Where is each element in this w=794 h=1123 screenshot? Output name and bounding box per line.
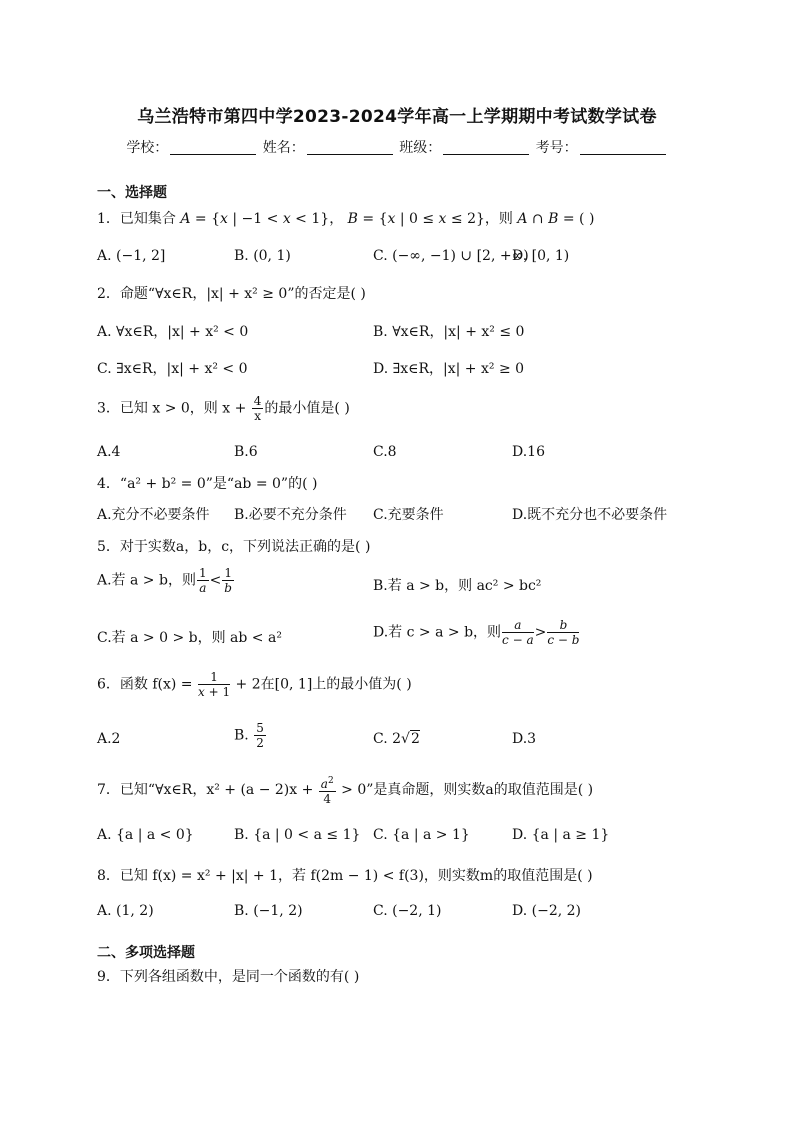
q2-option-c: C. ∃x∈R，|x| + x² < 0 [97,361,248,377]
q8-option-b: B. (−1, 2) [234,903,303,919]
q7-option-c: C. {a | a > 1} [373,827,470,843]
q1-option-d: D. [0, 1) [512,248,570,264]
q3-fraction: $\frac{4}{x}$ [253,394,262,423]
q8-option-c: C. (−2, 1) [373,903,442,919]
q8-option-d: D. (−2, 2) [512,903,581,919]
q5-option-c: C.若 a > 0 > b，则 ab < a² [97,630,282,646]
class-blank [443,140,529,155]
q4-option-c: C.充要条件 [373,507,444,523]
section-multiple-choice: 二、多项选择题 [97,945,195,961]
name-blank [307,140,393,155]
section-single-choice: 一、选择题 [97,185,167,201]
number-label: 考号： [535,140,578,156]
question-1: 1．已知集合 A = {x | −1 < x < 1}， B = {x | 0 ≤ x ≤ 2}，则 A ∩ B = ( ) [97,211,595,227]
name-label: 姓名： [262,140,305,156]
question-9: 9．下列各组函数中，是同一个函数的有( ) [97,969,360,985]
q4-option-b: B.必要不充分条件 [234,507,347,523]
question-2: 2．命题“∀x∈R，|x| + x² ≥ 0”的否定是( ) [97,286,366,302]
school-label: 学校： [126,140,169,156]
q1-option-c: C. (−∞, −1) ∪ [2, +∞) [373,248,529,264]
q3-option-c: C.8 [373,444,397,460]
q6-option-d: D.3 [512,731,537,747]
q6-option-b: B. $\frac{5}{2}$ [234,721,264,750]
q5-option-b: B.若 a > b，则 ac² > bc² [373,578,542,594]
question-5: 5．对于实数a，b，c，下列说法正确的是( ) [97,539,371,555]
class-label: 班级： [399,140,442,156]
school-blank [170,140,256,155]
question-4: 4．“a² + b² = 0”是“ab = 0”的( ) [97,476,318,492]
q6-option-c: C. 2√2 [373,731,420,747]
q1-option-a: A. (−1, 2] [97,248,166,264]
q4-option-a: A.充分不必要条件 [97,507,210,523]
question-3: 3．已知 x > 0，则 x + $\frac{4}{x}$ 的最小值是( ) [97,394,350,423]
q3-option-d: D.16 [512,444,545,460]
question-7: 7．已知“∀x∈R，x² + (a − 2)x + $\frac{a^2}{4}$ > 0”是真命题，则实数a的取值范围是( ) [97,776,594,806]
q8-option-a: A. (1, 2) [97,903,154,919]
q5-option-d: D.若 c > a > b，则 $\frac{a}{c - a}$ > $\frac{b}{c - b}$ [373,618,580,647]
q7-option-a: A. {a | a < 0} [97,827,194,843]
q3-option-a: A.4 [97,444,121,460]
q4-option-d: D.既不充分也不必要条件 [512,507,668,523]
student-info-line [0,137,794,157]
q5-option-a: A.若 a > b，则 $\frac{1}{a}$ < $\frac{1}{b}$ [97,566,232,595]
q7-option-b: B. {a | 0 < a ≤ 1} [234,827,361,843]
q3-option-b: B.6 [234,444,258,460]
q2-option-b: B. ∀x∈R，|x| + x² ≤ 0 [373,324,525,340]
question-6: 6．函数 f(x) = $\frac{1}{x + 1}$ + 2在[0, 1]上的最小值为( ) [97,670,412,699]
number-blank [580,140,666,155]
q2-option-a: A. ∀x∈R，|x| + x² < 0 [97,324,249,340]
q7-option-d: D. {a | a ≥ 1} [512,827,610,843]
question-8: 8．已知 f(x) = x² + |x| + 1，若 f(2m − 1) < f(3)，则实数m的取值范围是( ) [97,868,593,884]
q2-option-d: D. ∃x∈R，|x| + x² ≥ 0 [373,361,525,377]
q6-option-a: A.2 [97,731,121,747]
q1-option-b: B. (0, 1) [234,248,291,264]
exam-title: 乌兰浩特市第四中学2023-2024学年高一上学期期中考试数学试卷 [137,107,657,127]
